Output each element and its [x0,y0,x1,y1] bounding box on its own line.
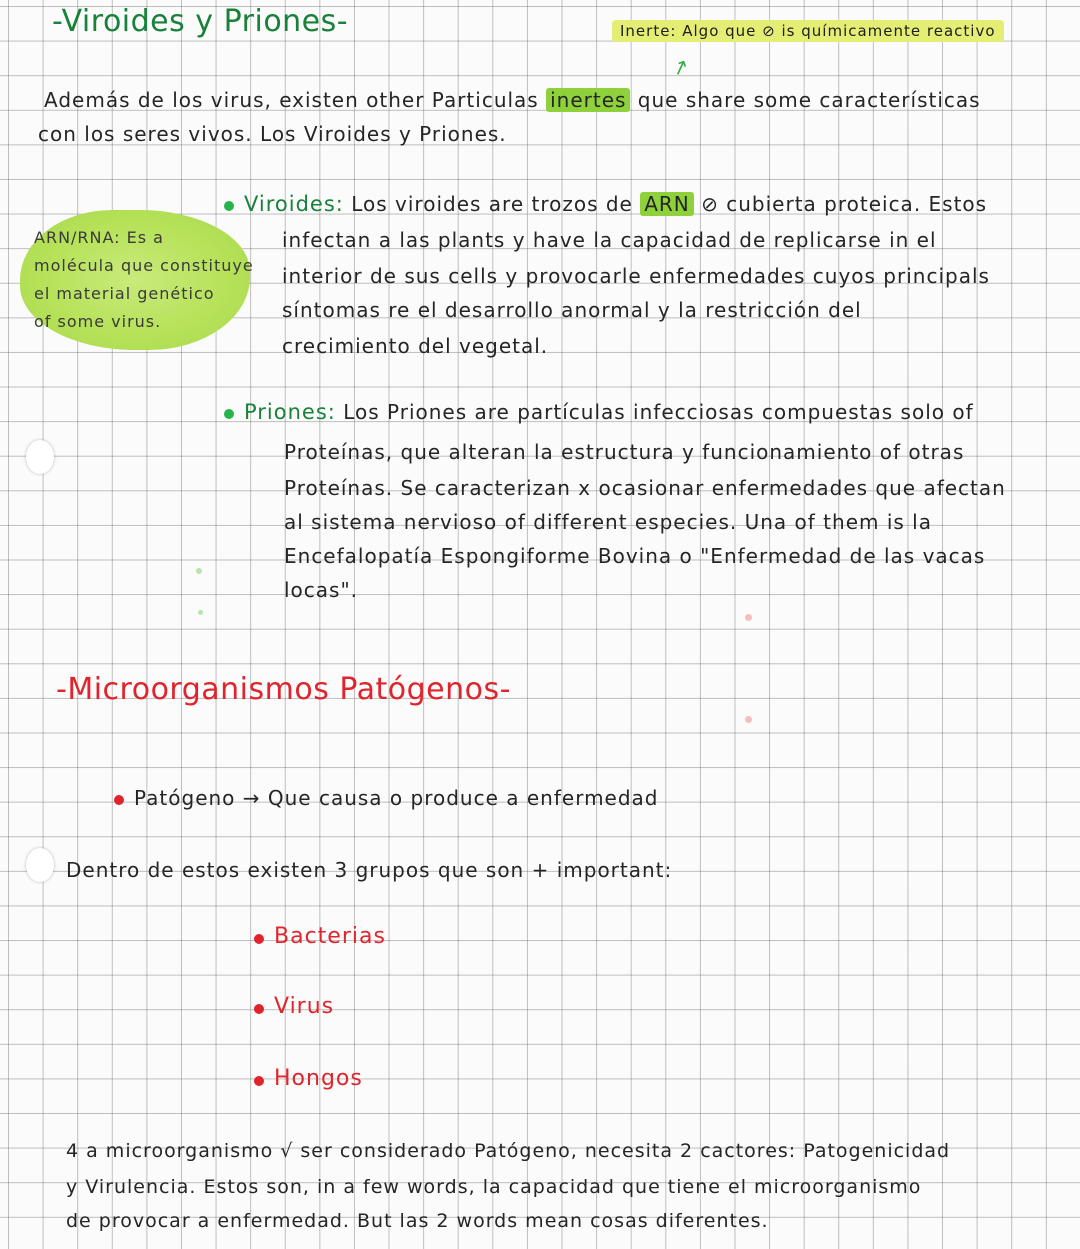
arrow-icon: ↗ [668,52,693,82]
group-item [254,1066,363,1091]
priones-line-4: al sistema nervioso of different especies. Una of them is la [284,510,932,534]
group-label: Hongos [274,1066,363,1091]
section-title-microorganismos: -Microorganismos Patógenos- [56,672,511,707]
patogeno-text: Patógeno → Que causa o produce a enfermedad [134,786,659,810]
viroides-line-5: crecimiento del vegetal. [282,334,549,358]
group-label: Bacterias [274,924,386,949]
intro-line-1 [44,88,981,112]
cloud-note-line: ARN/RNA: Es a [34,228,164,247]
ink-dot [196,568,202,574]
priones-line-5: Encefalopatía Espongiforme Bovina o "Enfermedad de las vacas [284,544,986,568]
cloud-note-line: el material genético [34,284,215,303]
inerte-note-text: Inerte: Algo que ⊘ is químicamente reactivo [620,22,996,40]
ink-dot [745,716,752,723]
viroides-line-1 [224,192,987,216]
priones-line-6: locas". [284,578,359,602]
viroides-text: Los viroides are trozos de [351,192,633,216]
cloud-note [34,224,254,336]
group-item [254,994,334,1019]
group-item [254,924,386,949]
dentro-line: Dentro de estos existen 3 grupos que son + important: [66,858,673,882]
closing-line-3: de provocar a enfermedad. But las 2 words mean cosas diferentes. [66,1210,769,1232]
patogeno-definition [114,786,659,810]
highlight-arn: ARN [640,192,694,216]
ink-dot [745,614,752,621]
bullet-icon [224,409,234,419]
closing-line-1: 4 a microorganismo √ ser considerado Patógeno, necesita 2 cactores: Patogenicidad [66,1140,951,1162]
ink-dot [198,610,203,615]
priones-line-3: Proteínas. Se caracterizan x ocasionar enfermedades que afectan [284,476,1006,500]
viroides-text: ⊘ cubierta proteica. Estos [701,192,988,216]
bullet-icon [254,1004,264,1014]
bullet-icon [254,1076,264,1086]
priones-line-2: Proteínas, que alteran la estructura y funcionamiento of otras [284,440,965,464]
viroides-line-2: infectan a las plants y have la capacidad de replicarse in el [282,228,937,252]
intro-text-b: que share some características [637,88,981,112]
cloud-note-line: of some virus. [34,312,162,331]
viroides-line-4: síntomas re el desarrollo anormal y la restricción del [282,298,862,322]
intro-text-a: Además de los virus, existen other Particulas [44,88,539,112]
bullet-icon [254,934,264,944]
group-label: Virus [274,994,335,1019]
inerte-note [612,20,1004,42]
viroides-term: Viroides: [244,192,344,216]
bullet-icon [224,201,234,211]
intro-line-2: con los seres vivos. Los Viroides y Priones. [38,122,507,146]
section-title-viroides: -Viroides y Priones- [52,4,349,39]
priones-term: Priones: [244,400,336,424]
cloud-note-line: molécula que constituye [34,256,254,275]
priones-line-1 [224,400,974,424]
hole-punch [26,440,54,474]
priones-text: Los Priones are partículas infecciosas compuestas solo of [343,400,974,424]
bullet-icon [114,795,124,805]
closing-line-2: y Virulencia. Estos son, in a few words, la capacidad que tiene el microorganismo [66,1176,922,1198]
viroides-line-3: interior de sus cells y provocarle enfermedades cuyos principals [282,264,990,288]
highlight-inertes: inertes [546,88,630,112]
hole-punch [26,848,54,882]
